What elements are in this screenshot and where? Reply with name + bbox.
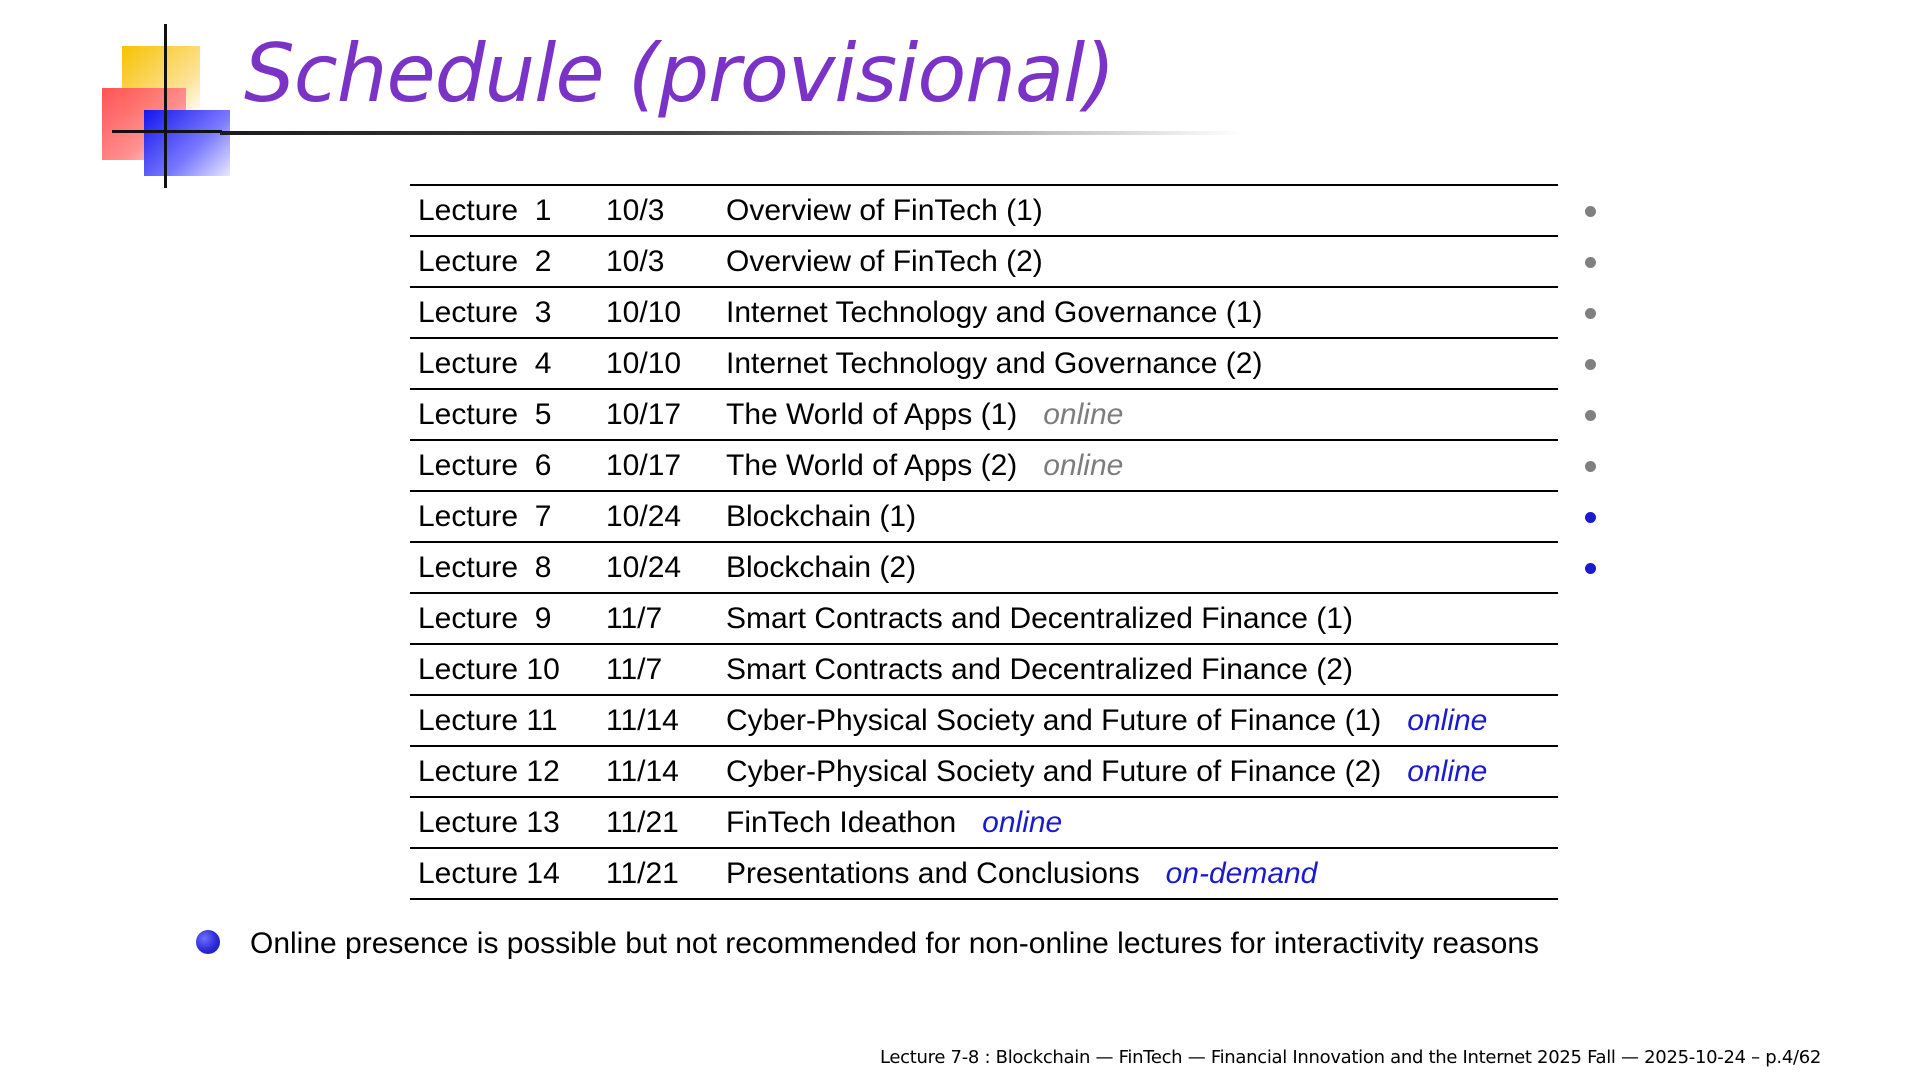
table-row xyxy=(410,645,1558,696)
lecture-topic: The World of Apps (2) xyxy=(726,449,1018,482)
lecture-topic-cell xyxy=(726,237,1043,286)
logo-blue-square xyxy=(144,110,230,176)
lecture-number: Lecture 8 xyxy=(418,551,552,584)
table-row xyxy=(410,594,1558,645)
lecture-topic-cell xyxy=(726,492,916,541)
lecture-date: 11/14 xyxy=(606,704,679,737)
nav-dot[interactable] xyxy=(1585,512,1596,523)
lecture-date: 10/10 xyxy=(606,296,682,329)
lecture-topic: Presentations and Conclusions xyxy=(726,857,1140,890)
lecture-number: Lecture 11 xyxy=(418,704,558,737)
lecture-topic: Smart Contracts and Decentralized Finance (1) xyxy=(726,602,1353,635)
lecture-number: Lecture 10 xyxy=(418,653,560,686)
lecture-date: 10/17 xyxy=(606,398,682,431)
table-row xyxy=(410,441,1558,492)
delivery-mode-tag: online xyxy=(982,806,1063,839)
table-row xyxy=(410,237,1558,288)
lecture-number: Lecture 4 xyxy=(418,347,552,380)
nav-dot[interactable] xyxy=(1585,308,1596,319)
lecture-date: 10/10 xyxy=(606,347,682,380)
lecture-topic-cell xyxy=(726,849,1317,898)
nav-dot[interactable] xyxy=(1585,563,1596,574)
lecture-topic: Blockchain (1) xyxy=(726,500,917,533)
nav-dot[interactable] xyxy=(1585,461,1596,472)
lecture-date: 11/21 xyxy=(606,806,679,839)
lecture-topic: Cyber-Physical Society and Future of Finance (2) xyxy=(726,755,1382,788)
lecture-topic-cell xyxy=(726,594,1353,643)
nav-dot[interactable] xyxy=(1585,206,1596,217)
lecture-number: Lecture 7 xyxy=(418,500,552,533)
lecture-date: 10/3 xyxy=(606,194,665,227)
table-row xyxy=(410,747,1558,798)
lecture-date: 11/7 xyxy=(606,653,663,686)
lecture-number: Lecture 9 xyxy=(418,602,552,635)
page-title: Schedule (provisional) xyxy=(244,27,1115,120)
lecture-topic-cell xyxy=(726,390,1123,439)
delivery-mode-tag: online xyxy=(1043,398,1124,431)
table-row xyxy=(410,339,1558,390)
lecture-date: 11/21 xyxy=(606,857,679,890)
lecture-topic: Smart Contracts and Decentralized Finance (2) xyxy=(726,653,1353,686)
logo-crosshair-vertical xyxy=(164,24,167,188)
lecture-topic-cell xyxy=(726,441,1123,490)
lecture-topic: FinTech Ideathon xyxy=(726,806,957,839)
table-row xyxy=(410,696,1558,747)
delivery-mode-tag: online xyxy=(1407,704,1488,737)
lecture-topic-cell xyxy=(726,288,1262,337)
lecture-topic: Internet Technology and Governance (1) xyxy=(726,296,1263,329)
lecture-topic: Overview of FinTech (1) xyxy=(726,194,1043,227)
lecture-topic: Blockchain (2) xyxy=(726,551,917,584)
lecture-date: 10/17 xyxy=(606,449,682,482)
lecture-topic-cell xyxy=(726,696,1487,745)
lecture-topic-cell xyxy=(726,543,916,592)
table-row xyxy=(410,543,1558,594)
title-underline xyxy=(220,131,1240,135)
lecture-topic: Cyber-Physical Society and Future of Finance (1) xyxy=(726,704,1382,737)
logo-crosshair-horizontal xyxy=(112,130,222,133)
table-row xyxy=(410,798,1558,849)
lecture-number: Lecture 13 xyxy=(418,806,560,839)
delivery-mode-tag: online xyxy=(1407,755,1488,788)
lecture-date: 10/3 xyxy=(606,245,665,278)
schedule-table xyxy=(410,184,1558,900)
lecture-date: 10/24 xyxy=(606,500,682,533)
lecture-topic: Overview of FinTech (2) xyxy=(726,245,1043,278)
lecture-topic-cell xyxy=(726,339,1262,388)
lecture-number: Lecture 1 xyxy=(418,194,552,227)
slide-footer: Lecture 7-8 : Blockchain — FinTech — Financial Innovation and the Internet 2025 Fall — 2025-10-24 – p.4/62 xyxy=(880,1047,1822,1068)
nav-dot[interactable] xyxy=(1585,257,1596,268)
lecture-date: 11/14 xyxy=(606,755,679,788)
table-row xyxy=(410,390,1558,441)
lecture-topic-cell xyxy=(726,747,1487,796)
delivery-mode-tag: online xyxy=(1043,449,1124,482)
table-row xyxy=(410,849,1558,900)
lecture-date: 10/24 xyxy=(606,551,682,584)
lecture-number: Lecture 6 xyxy=(418,449,552,482)
lecture-topic-cell xyxy=(726,798,1062,847)
slide-logo xyxy=(100,24,240,188)
bullet-icon xyxy=(196,930,220,954)
table-row xyxy=(410,492,1558,543)
lecture-topic-cell xyxy=(726,186,1043,235)
lecture-topic: Internet Technology and Governance (2) xyxy=(726,347,1263,380)
lecture-number: Lecture 14 xyxy=(418,857,560,890)
lecture-topic: The World of Apps (1) xyxy=(726,398,1018,431)
delivery-mode-tag: on-demand xyxy=(1165,857,1318,890)
nav-dot[interactable] xyxy=(1585,410,1596,421)
lecture-number: Lecture 5 xyxy=(418,398,552,431)
lecture-topic-cell xyxy=(726,645,1353,694)
nav-dot[interactable] xyxy=(1585,359,1596,370)
lecture-number: Lecture 12 xyxy=(418,755,560,788)
lecture-number: Lecture 3 xyxy=(418,296,552,329)
table-row xyxy=(410,186,1558,237)
table-row xyxy=(410,288,1558,339)
note-text: Online presence is possible but not recommended for non-online lectures for interactivity reasons xyxy=(250,927,1540,960)
lecture-number: Lecture 2 xyxy=(418,245,552,278)
lecture-date: 11/7 xyxy=(606,602,663,635)
